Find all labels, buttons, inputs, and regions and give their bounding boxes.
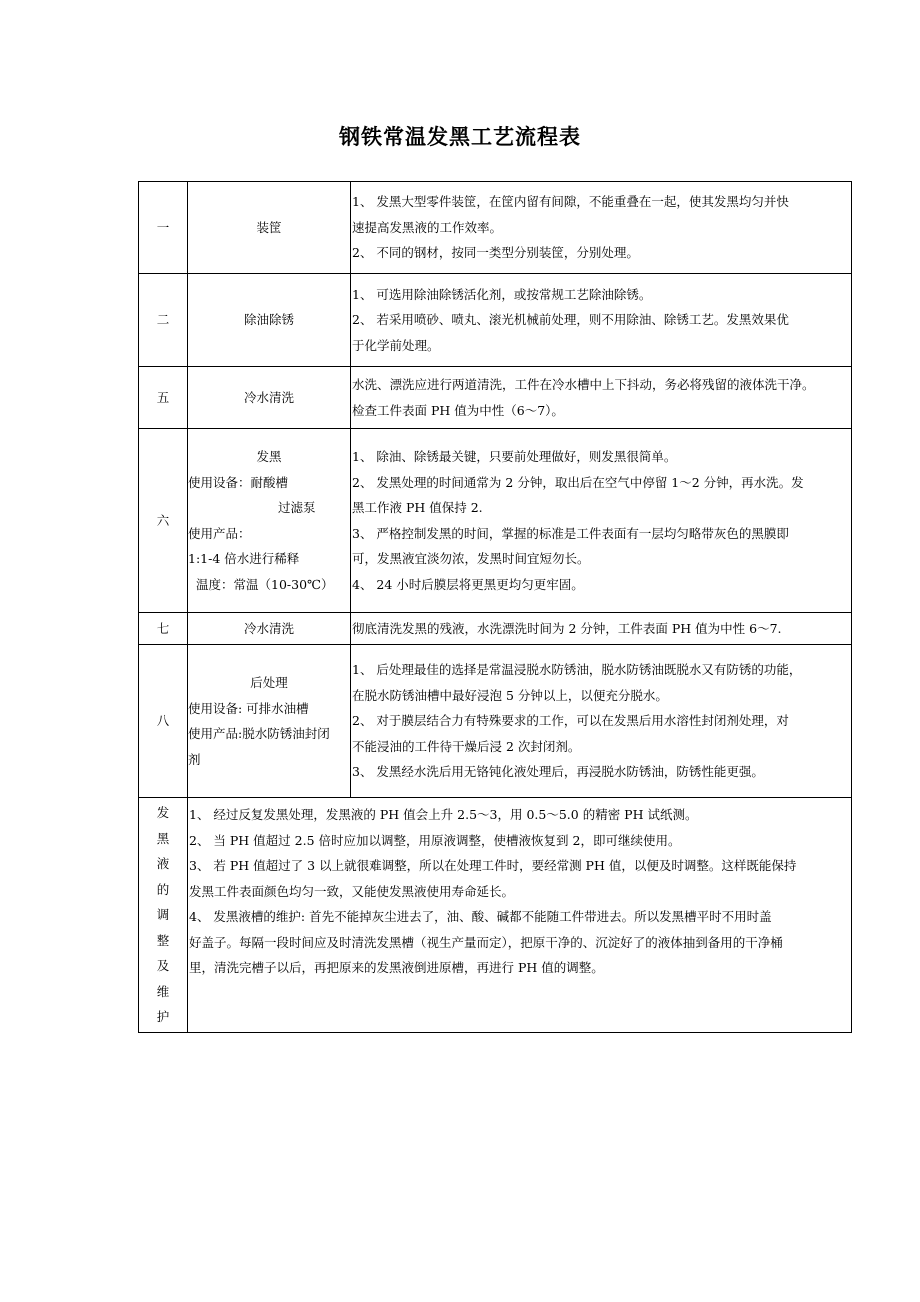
description-line: 1、 可选用除油除锈活化剂，或按常规工艺除油除锈。 xyxy=(352,286,652,302)
description-line: 3、 发黑经水洗后用无铬钝化液处理后，再浸脱水防锈油，防锈性能更强。 xyxy=(352,764,764,780)
description-line: 好盖子。每隔一段时间应及时清洗发黑槽（视生产量而定），把原干净的、沉淀好了的液体抽到备用的干净桶 xyxy=(189,934,783,950)
label-char: 液 xyxy=(156,856,170,872)
step-name: 除油除锈 xyxy=(188,274,351,367)
table-row-maintenance xyxy=(139,798,852,1033)
step-name xyxy=(188,645,351,798)
step-name-line: 使用设备：耐酸槽 xyxy=(188,474,289,490)
step-name-title: 发黑 xyxy=(256,449,282,464)
step-description xyxy=(351,367,852,429)
table-row xyxy=(139,182,852,274)
step-name-line: 过滤泵 xyxy=(278,500,316,515)
description-line: 不能浸油的工件待干燥后浸 2 次封闭剂。 xyxy=(352,738,581,754)
step-name-line: 1:1-4 倍水进行稀释 xyxy=(188,551,300,566)
step-number: 五 xyxy=(139,367,188,429)
description-line: 4、 24 小时后膜层将更黑更均匀更牢固。 xyxy=(352,576,584,592)
maintenance-label xyxy=(139,798,188,1033)
step-name: 冷水清洗 xyxy=(188,613,351,645)
step-number: 六 xyxy=(139,429,188,613)
step-name-line: 使用产品： xyxy=(188,525,251,541)
step-description xyxy=(351,182,852,274)
description-line: 可，发黑液宜淡勿浓，发黑时间宜短勿长。 xyxy=(352,551,590,566)
page-title: 钢铁常温发黑工艺流程表 xyxy=(339,125,581,149)
table-row xyxy=(139,429,852,613)
step-name-line: 剂 xyxy=(188,751,201,767)
label-char: 护 xyxy=(156,1009,170,1025)
description-line: 1、 发黑大型零件装筐，在筐内留有间隙，不能重叠在一起，使其发黑均匀并快 xyxy=(352,194,789,210)
step-name: 冷水清洗 xyxy=(188,367,351,429)
table-row xyxy=(139,613,852,645)
step-name xyxy=(188,429,351,613)
description-line: 1、 经过反复发黑处理，发黑液的 PH 值会上升 2.5～3，用 0.5～5.0 的精密 PH 试纸测。 xyxy=(189,807,698,822)
step-number: 八 xyxy=(139,645,188,798)
step-number: 二 xyxy=(139,274,188,367)
table-row xyxy=(139,274,852,367)
step-description xyxy=(351,613,852,645)
process-table xyxy=(138,181,852,1033)
description-line: 4、 发黑液槽的维护: 首先不能掉灰尘进去了，油、酸、碱都不能随工件带进去。所以发黑槽平时不用时盖 xyxy=(189,909,772,924)
description-line: 检查工件表面 PH 值为中性（6～7）。 xyxy=(352,402,564,418)
step-name-line: 使用产品:脱水防锈油封闭 xyxy=(188,726,330,741)
description-line: 速提高发黑液的工作效率。 xyxy=(352,219,503,235)
description-line: 2、 若采用喷砂、喷丸、滚光机械前处理，则不用除油、除锈工艺。发黑效果优 xyxy=(352,312,789,328)
step-number: 一 xyxy=(139,182,188,274)
description-line: 1、 除油、除锈最关键，只要前处理做好，则发黑很简单。 xyxy=(352,449,677,464)
maintenance-description xyxy=(188,798,852,1033)
step-number: 七 xyxy=(139,613,188,645)
label-char: 调 xyxy=(156,907,170,923)
step-name: 装筐 xyxy=(188,182,351,274)
step-description xyxy=(351,274,852,367)
step-name-title: 后处理 xyxy=(250,675,288,690)
label-char: 及 xyxy=(156,958,170,974)
description-line: 3、 若 PH 值超过了 3 以上就很难调整，所以在处理工件时，要经常测 PH 值，以便及时调整。这样既能保持 xyxy=(189,858,797,873)
table-row xyxy=(139,645,852,798)
step-description xyxy=(351,429,852,613)
step-name-line: 温度：常温（10-30℃） xyxy=(196,576,334,592)
description-line: 在脱水防锈油槽中最好浸泡 5 分钟以上，以便充分脱水。 xyxy=(352,687,668,703)
step-description xyxy=(351,645,852,798)
description-line: 于化学前处理。 xyxy=(352,337,440,353)
description-line: 3、 严格控制发黑的时间，掌握的标准是工件表面有一层均匀略带灰色的黑膜即 xyxy=(352,525,789,541)
description-line: 发黑工件表面颜色均匀一致，又能使发黑液使用寿命延长。 xyxy=(189,883,515,899)
label-char: 的 xyxy=(156,881,170,897)
label-char: 发 xyxy=(156,805,170,821)
description-line: 2、 不同的钢材，按同一类型分别装筐，分别处理。 xyxy=(352,245,639,261)
label-char: 整 xyxy=(156,932,170,948)
description-line: 彻底清洗发黑的残液，水洗漂洗时间为 2 分钟，工件表面 PH 值为中性 6～7. xyxy=(352,620,782,636)
table-row xyxy=(139,367,852,429)
description-line: 水洗、漂洗应进行两道清洗，工件在冷水槽中上下抖动，务必将残留的液体洗干净。 xyxy=(352,377,815,392)
description-line: 2、 对于膜层结合力有特殊要求的工作，可以在发黑后用水溶性封闭剂处理，对 xyxy=(352,713,789,729)
label-char: 黑 xyxy=(156,830,170,846)
description-line: 2、 发黑处理的时间通常为 2 分钟，取出后在空气中停留 1～2 分钟，再水洗。发 xyxy=(352,474,804,490)
label-char: 维 xyxy=(156,983,170,999)
step-name-line: 使用设备: 可排水油槽 xyxy=(188,700,309,716)
description-line: 1、 后处理最佳的选择是常温浸脱水防锈油，脱水防锈油既脱水又有防锈的功能， xyxy=(352,662,802,678)
description-line: 黑工作液 PH 值保持 2. xyxy=(352,500,483,515)
description-line: 2、 当 PH 值超过 2.5 倍时应加以调整，用原液调整，使槽液恢复到 2，即可继续使用。 xyxy=(189,832,681,848)
description-line: 里，清洗完槽子以后，再把原来的发黑液倒进原槽，再进行 PH 值的调整。 xyxy=(189,960,604,975)
